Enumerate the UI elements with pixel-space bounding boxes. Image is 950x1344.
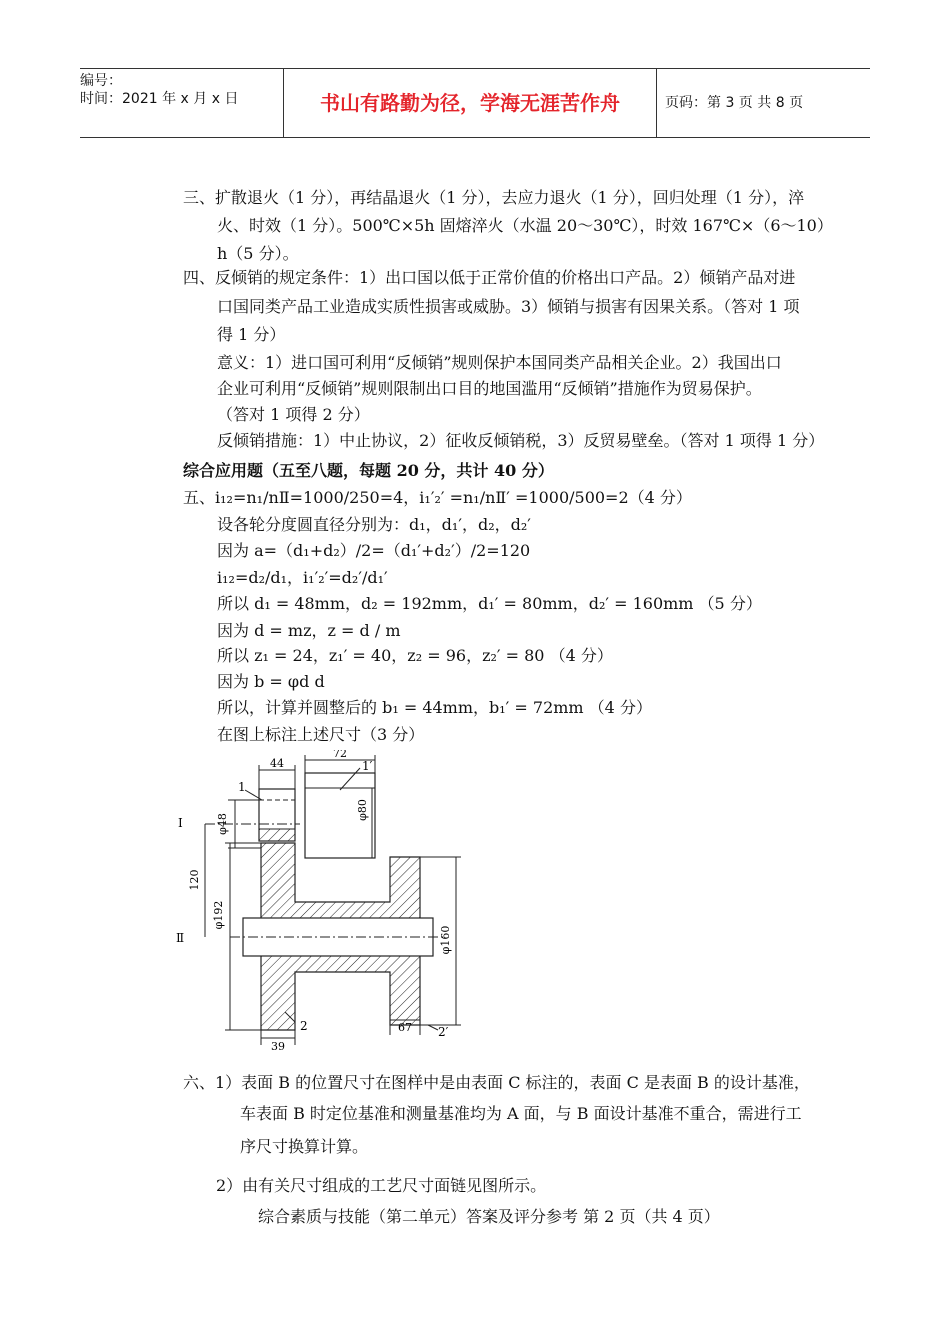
label-2p: 2′	[438, 1025, 449, 1039]
s5-line-2: 设各轮分度圆直径分别为：d₁，d₁′，d₂，d₂′	[217, 515, 531, 534]
dim-192: φ192	[212, 900, 225, 930]
dim-80: φ80	[356, 799, 369, 821]
page-header	[80, 68, 870, 138]
gear-1-section	[259, 789, 295, 841]
s6-line-1: 六、1）表面 B 的位置尺寸在图样中是由表面 C 标注的，表面 C 是表面 B 的设计基准，	[183, 1073, 810, 1092]
label-1p: 1′	[362, 759, 373, 773]
axis-II-label: Ⅱ	[176, 931, 185, 945]
s5-line-5: 所以 d₁ = 48mm，d₂ = 192mm，d₁′ = 80mm，d₂′ = 160mm （5 分）	[217, 594, 762, 613]
dim-67: 67	[398, 1021, 412, 1034]
s3-line-3: h（5 分）。	[217, 244, 299, 263]
page-footer: 综合素质与技能（第二单元）答案及评分参考 第 2 页（共 4 页）	[258, 1207, 720, 1226]
s4-line-7: 反倾销措施：1）中止协议，2）征收反倾销税，3）反贸易壁垒。（答对 1 项得 1 分）	[217, 431, 825, 450]
s6-line-4: 2）由有关尺寸组成的工艺尺寸面链见图所示。	[216, 1176, 547, 1195]
s3-line-2: 火、时效（1 分）。500℃×5h 固熔淬火（水温 20～30℃），时效 167℃×（6～10）	[217, 216, 833, 235]
dim-120: 120	[188, 869, 201, 891]
s5-line-7: 所以 z₁ = 24，z₁′ = 40，z₂ = 96，z₂′ = 80 （4 分）	[217, 646, 613, 665]
dim-44: 44	[270, 757, 284, 770]
number-label: 编号：	[80, 73, 122, 89]
s5-line-3: 因为 a=（d₁+d₂）/2=（d₁′+d₂′）/2=120	[217, 541, 531, 560]
dim-39: 39	[271, 1040, 285, 1053]
dim-72: 72	[333, 750, 347, 760]
axis-I-label: I	[178, 816, 183, 830]
s5-line-10: 在图上标注上述尺寸（3 分）	[217, 725, 425, 744]
s4-line-5: 企业可利用“反倾销”规则限制出口目的地国滥用“反倾销”措施作为贸易保护。	[217, 379, 762, 398]
comprehensive-title: 综合应用题（五至八题，每题 20 分，共计 40 分）	[183, 461, 554, 480]
dim-160: φ160	[439, 925, 452, 955]
s4-line-3: 得 1 分）	[217, 325, 286, 344]
s6-line-2: 车表面 B 时定位基准和测量基准均为 A 面，与 B 面设计基准不重合，需进行工	[240, 1104, 802, 1123]
s5-line-9: 所以，计算并圆整后的 b₁ = 44mm，b₁′ = 72mm （4 分）	[217, 698, 652, 717]
s5-line-8: 因为 b = φd d	[217, 672, 325, 691]
header-meta	[80, 69, 280, 140]
s5-line-6: 因为 d = mz，z = d / m	[217, 621, 401, 640]
label-1: 1	[238, 780, 246, 794]
s4-line-4: 意义：1）进口国可利用“反倾销”规则保护本国同类产品相关企业。2）我国出口	[217, 353, 782, 372]
s5-line-4: i₁₂=d₂/d₁，i₁′₂′=d₂′/d₁′	[217, 568, 388, 587]
s3-line-1: 三、扩散退火（1 分），再结晶退火（1 分），去应力退火（1 分），回归处理（1 分），淬	[183, 188, 805, 207]
page-number: 页码：第 3 页 共 8 页	[665, 95, 804, 111]
s4-line-6: （答对 1 项得 2 分）	[217, 405, 370, 424]
time-label: 时间：2021 年 x 月 x 日	[80, 91, 239, 107]
s6-line-3: 序尺寸换算计算。	[240, 1137, 369, 1156]
s4-line-1: 四、反倾销的规定条件：1）出口国以低于正常价值的价格出口产品。2）倾销产品对进	[183, 268, 796, 287]
header-motto: 书山有路勤为径，学海无涯苦作舟	[283, 69, 657, 137]
label-2: 2	[300, 1019, 308, 1033]
s4-line-2: 口国同类产品工业造成实质性损害或威胁。3）倾销与损害有因果关系。（答对 1 项	[217, 297, 800, 316]
dim-48: φ48	[216, 813, 229, 835]
gear-drawing	[170, 750, 480, 1060]
s5-line-1: 五、i₁₂=n₁/nⅡ=1000/250=4，i₁′₂′ =n₁/nⅡ′ =1000/500=2（4 分）	[183, 488, 692, 507]
